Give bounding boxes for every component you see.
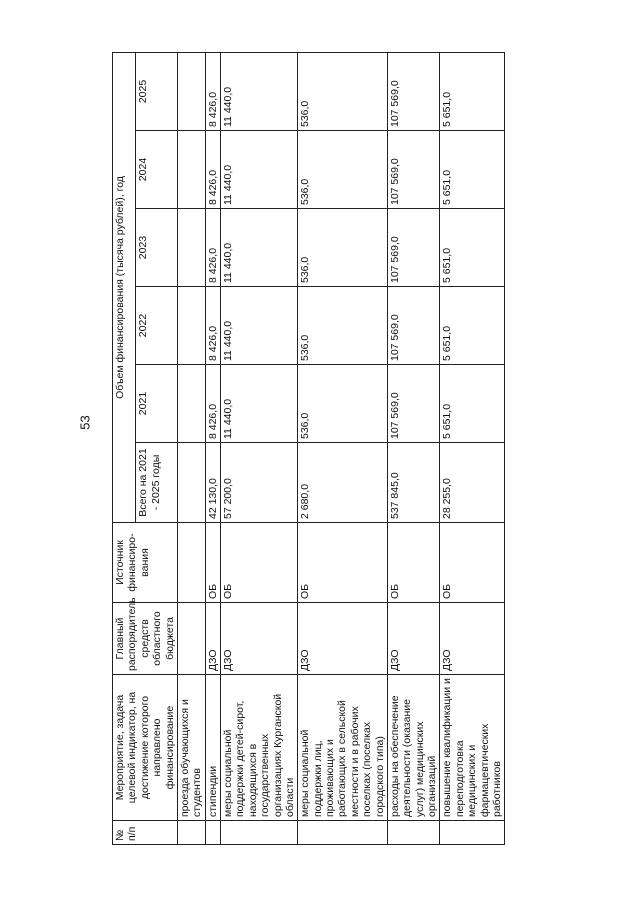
cell-num bbox=[205, 821, 220, 845]
financing-table bbox=[112, 52, 505, 845]
year-2022-cell: 8 426,0 bbox=[205, 287, 220, 365]
cell-num bbox=[177, 821, 205, 845]
source-cell: ОБ bbox=[440, 523, 505, 603]
header-year-2025: 2025 bbox=[136, 52, 178, 130]
cell-empty bbox=[177, 603, 205, 675]
manager-cell: ДЗО bbox=[440, 603, 505, 675]
year-2023-cell: 5 651,0 bbox=[440, 209, 505, 287]
cell-num bbox=[440, 821, 505, 845]
header-year-2022: 2022 bbox=[136, 287, 178, 365]
intro-row bbox=[177, 52, 205, 844]
cell-empty bbox=[177, 209, 205, 287]
measure-name: расходы на обеспечение деятельности (оказание услуг) медицинских организаций bbox=[387, 675, 440, 821]
year-2025-cell: 5 651,0 bbox=[440, 52, 505, 130]
year-2022-cell: 11 440,0 bbox=[221, 287, 298, 365]
manager-cell: ДЗО bbox=[298, 603, 388, 675]
cell-empty bbox=[177, 523, 205, 603]
year-2024-cell: 536,0 bbox=[298, 131, 388, 209]
measure-name: повышение квалификации и переподготовка медицинских и фармацевтических работников bbox=[440, 675, 505, 821]
year-2024-cell: 8 426,0 bbox=[205, 131, 220, 209]
intro-text: проезда обучающихся и студентов bbox=[177, 675, 205, 821]
year-2023-cell: 536,0 bbox=[298, 209, 388, 287]
cell-num bbox=[298, 821, 388, 845]
table-row bbox=[440, 52, 505, 844]
year-2023-cell: 8 426,0 bbox=[205, 209, 220, 287]
year-2023-cell: 107 569,0 bbox=[387, 209, 440, 287]
manager-cell: ДЗО bbox=[387, 603, 440, 675]
total-cell: 28 255,0 bbox=[440, 443, 505, 523]
year-2022-cell: 5 651,0 bbox=[440, 287, 505, 365]
measure-name: стипендии bbox=[205, 675, 220, 821]
year-2025-cell: 107 569,0 bbox=[387, 52, 440, 130]
year-2025-cell: 536,0 bbox=[298, 52, 388, 130]
table-row bbox=[298, 52, 388, 844]
year-2025-cell: 11 440,0 bbox=[221, 52, 298, 130]
cell-num bbox=[387, 821, 440, 845]
header-volume: Объем финансирования (тысяча рублей), год bbox=[113, 52, 136, 522]
table-row bbox=[221, 52, 298, 844]
cell-num bbox=[221, 821, 298, 845]
rotated-page bbox=[112, 53, 640, 845]
header-year-2024: 2024 bbox=[136, 131, 178, 209]
total-cell: 42 130,0 bbox=[205, 443, 220, 523]
header-measure: Мероприятие, задача целевой индикатор, на достижение которого направлено финансирование bbox=[113, 675, 178, 821]
source-cell: ОБ bbox=[221, 523, 298, 603]
year-2024-cell: 11 440,0 bbox=[221, 131, 298, 209]
year-2022-cell: 107 569,0 bbox=[387, 287, 440, 365]
total-cell: 2 680,0 bbox=[298, 443, 388, 523]
total-cell: 537 845,0 bbox=[387, 443, 440, 523]
source-cell: ОБ bbox=[205, 523, 220, 603]
header-year-2023: 2023 bbox=[136, 209, 178, 287]
header-source: Источник финансиро-вания bbox=[113, 523, 178, 603]
total-cell: 57 200,0 bbox=[221, 443, 298, 523]
source-cell: ОБ bbox=[298, 523, 388, 603]
source-cell: ОБ bbox=[387, 523, 440, 603]
year-2025-cell: 8 426,0 bbox=[205, 52, 220, 130]
year-2022-cell: 536,0 bbox=[298, 287, 388, 365]
header-manager: Главный распорядитель средств областного бюджета bbox=[113, 603, 178, 675]
year-2021-cell: 5 651,0 bbox=[440, 365, 505, 443]
year-2021-cell: 107 569,0 bbox=[387, 365, 440, 443]
cell-empty bbox=[177, 131, 205, 209]
cell-empty bbox=[177, 443, 205, 523]
year-2024-cell: 107 569,0 bbox=[387, 131, 440, 209]
header-total: Всего на 2021 - 2025 годы bbox=[136, 443, 178, 523]
cell-empty bbox=[177, 52, 205, 130]
year-2023-cell: 11 440,0 bbox=[221, 209, 298, 287]
measure-name: меры социальной поддержки лиц, проживающих и работающих в сельской местности и в рабочих поселках (поселках городского типа) bbox=[298, 675, 388, 821]
header-year-2021: 2021 bbox=[136, 365, 178, 443]
table-row bbox=[205, 52, 220, 844]
manager-cell: ДЗО bbox=[205, 603, 220, 675]
page-number: 53 bbox=[77, 415, 93, 430]
table-row bbox=[387, 52, 440, 844]
year-2021-cell: 8 426,0 bbox=[205, 365, 220, 443]
cell-empty bbox=[177, 287, 205, 365]
manager-cell: ДЗО bbox=[221, 603, 298, 675]
header-num: № п/п bbox=[113, 821, 178, 845]
year-2024-cell: 5 651,0 bbox=[440, 131, 505, 209]
header-row-1 bbox=[113, 52, 136, 844]
measure-name: меры социальной поддержки детей-сирот, находящихся в государственных организациях Курганской области bbox=[221, 675, 298, 821]
year-2021-cell: 11 440,0 bbox=[221, 365, 298, 443]
year-2021-cell: 536,0 bbox=[298, 365, 388, 443]
cell-empty bbox=[177, 365, 205, 443]
